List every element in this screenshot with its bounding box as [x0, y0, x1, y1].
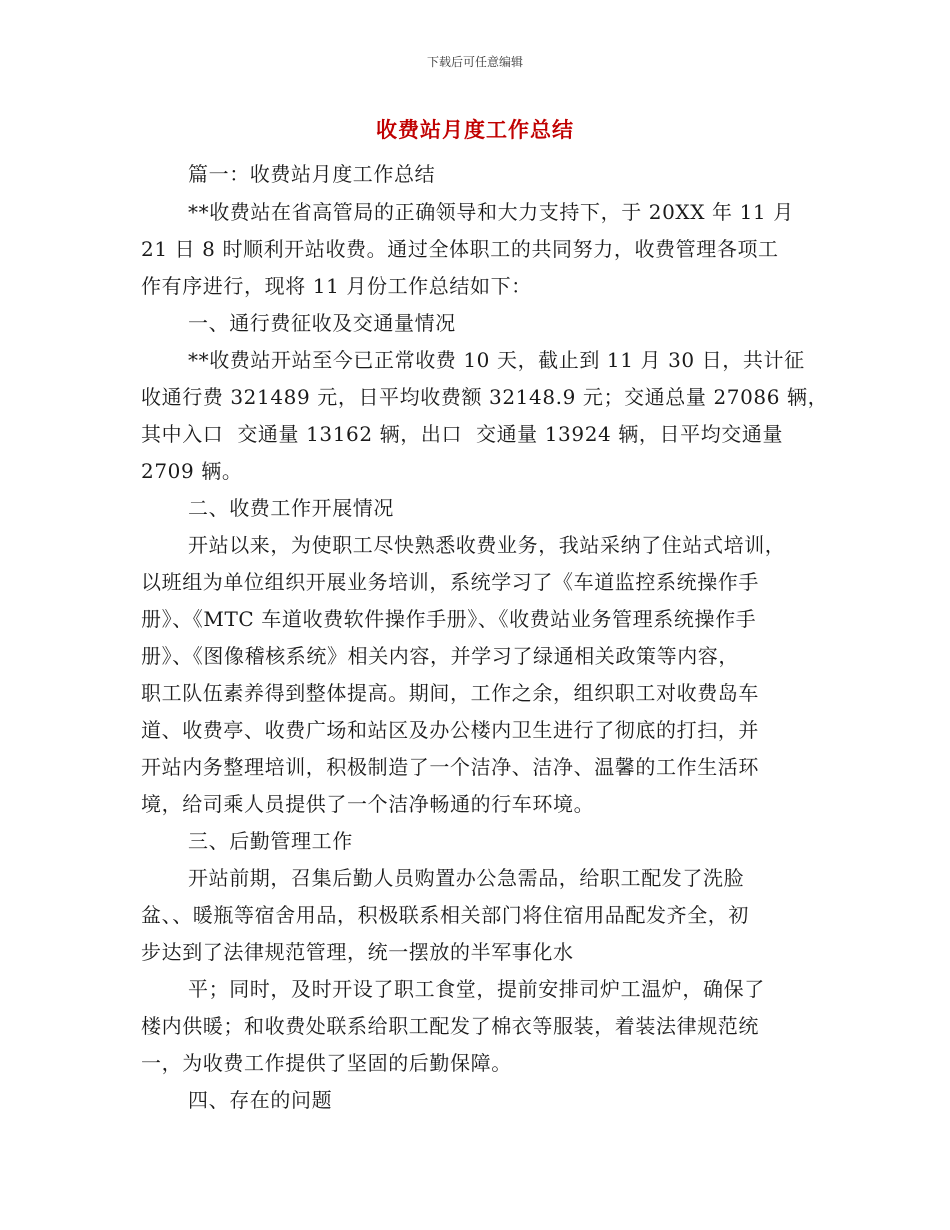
paragraph-line: 境，给司乘人员提供了一个洁净畅通的行车环境。 [141, 792, 595, 816]
section-heading-one: 一、通行费征收及交通量情况 [188, 311, 456, 335]
paragraph-line: 作有序进行，现将 11 月份工作总结如下： [141, 274, 532, 298]
paragraph-line: **收费站开站至今已正常收费 10 天，截止到 11 月 30 日，共计征 [188, 348, 805, 372]
paragraph-line: 以班组为单位组织开展业务培训，系统学习了《车道监控系统操作手 [141, 570, 759, 594]
paragraph-line: 2709 辆。 [141, 459, 243, 483]
paragraph-line: 开站前期，召集后勤人员购置办公急需品，给职工配发了洗脸 [188, 866, 745, 890]
paragraph-line: 开站以来，为使职工尽快熟悉收费业务，我站采纳了住站式培训， [188, 533, 786, 557]
paragraph-line: 一，为收费工作提供了坚固的后勤保障。 [141, 1051, 512, 1075]
paragraph-line: 开站内务整理培训，积极制造了一个洁净、洁净、温馨的工作生活环 [141, 755, 759, 779]
header-note: 下载后可任意编辑 [426, 55, 523, 69]
paragraph-line: 册》、《图像稽核系统》相关内容，并学习了绿通相关政策等内容， [141, 644, 739, 668]
paragraph-line: 其中入口 交通量 13162 辆，出口 交通量 13924 辆，日平均交通量 [141, 422, 784, 446]
paragraph-line: 职工队伍素养得到整体提高。期间，工作之余，组织职工对收费岛车 [141, 681, 759, 705]
section-heading-part-one: 篇一：收费站月度工作总结 [188, 162, 436, 186]
paragraph-line: **收费站在省高管局的正确领导和大力支持下，于 20XX 年 11 月 [188, 200, 794, 224]
paragraph-line: 21 日 8 时顺利开站收费。通过全体职工的共同努力，收费管理各项工 [141, 237, 779, 261]
paragraph-line: 盆、、暖瓶等宿舍用品，积极联系相关部门将住宿用品配发齐全，初 [141, 903, 749, 927]
document-title: 收费站月度工作总结 [376, 118, 574, 142]
section-heading-three: 三、后勤管理工作 [188, 829, 353, 853]
paragraph-line: 道、收费亭、收费广场和站区及办公楼内卫生进行了彻底的打扫，并 [141, 718, 759, 742]
section-heading-two: 二、收费工作开展情况 [188, 496, 394, 520]
section-heading-four: 四、存在的问题 [188, 1088, 333, 1112]
paragraph-line: 册》、《MTC 车道收费软件操作手册》、《收费站业务管理系统操作手 [141, 607, 757, 631]
paragraph-line: 平；同时，及时开设了职工食堂，提前安排司炉工温炉，确保了 [188, 977, 765, 1001]
paragraph-line: 收通行费 321489 元，日平均收费额 32148.9 元；交通总量 27086 辆， [141, 385, 829, 409]
paragraph-line: 楼内供暖；和收费处联系给职工配发了棉衣等服装，着装法律规范统 [141, 1014, 759, 1038]
paragraph-line: 步达到了法律规范管理，统一摆放的半军事化水 [141, 940, 574, 964]
